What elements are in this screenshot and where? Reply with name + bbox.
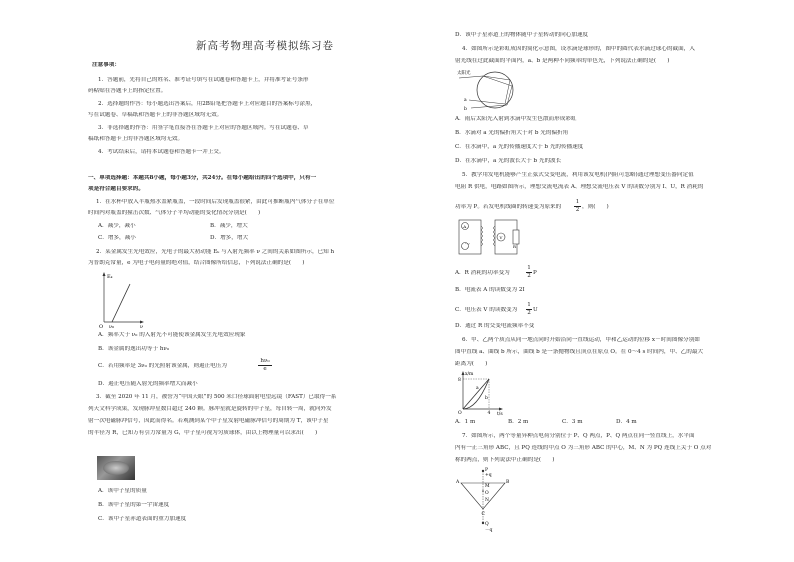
q5-frac-den: 2 <box>575 207 580 213</box>
q5-option-a-tail: P <box>533 270 537 276</box>
q2-tick-label: ν₀ <box>109 324 115 330</box>
fast-telescope-photo <box>97 456 135 480</box>
q5-option-c-num: 1 <box>527 302 531 308</box>
notice-line: 4．考试结束后，请将本试题卷和答题卡一并上交。 <box>98 149 225 155</box>
q7-label-c: C <box>481 512 485 517</box>
q5-frac-num: 1 <box>575 199 580 205</box>
q2-option-c-frac-num: hν₀ <box>258 358 272 366</box>
q2-option-b: B．该金属的逸出功等于 hν₀ <box>98 346 170 352</box>
q4-label-sunlight: 太阳光 <box>457 71 471 76</box>
q6-tick-y: 8 <box>458 378 461 383</box>
q3-option-b: B．该中子星的第一宇宙速度 <box>98 502 170 508</box>
q5-option-c-tail: U <box>533 307 538 313</box>
notice-line: 1．答题前，先将自己的姓名、准考证号填写在试题卷和答题卡上，并将准考证号条形 <box>98 77 309 83</box>
q5-option-a-num: 1 <box>527 265 531 271</box>
q2-option-d: D．遏止电压随入射光的频率增大而减小 <box>98 381 198 387</box>
section-heading: 一、单项选择题：本题共8小题，每小题3分，共24分。在每小题给出的四个选项中，只有一 <box>88 175 317 181</box>
q5-stem: 电阻 R 供电，电路如图所示，理想交流电流表 A、理想交流电压表 V 的读数分别为 I、U，R 消耗的 <box>455 184 704 190</box>
q6-option-c: C．3 m <box>562 419 583 425</box>
q6-stem: 6．甲、乙两个质点从同一地点同时开始沿同一直线运动，甲和乙运动的位移 x－时间图像分别如 <box>462 337 700 343</box>
q6-curve-a-label: a <box>476 386 479 391</box>
q2-option-c: C．若用频率是 3ν₀ 的光照射该金属，则遏止电压为 <box>98 363 227 369</box>
q2-option-c-frac-den: e <box>263 366 267 372</box>
q1-stem: 1．在水杯中放入半瓶热水盖紧瓶盖，一段时间后发现瓶盖很紧，由此可推断瓶内气体分子在单位 <box>96 199 335 205</box>
q5-ammeter-label: A <box>463 223 467 229</box>
q6-stem: 图中直线 a、曲线 b 所示，曲线 b 是一条抛物线且顶点在原点 O。在 0～4 s 时间内，甲、乙的最大 <box>455 349 704 355</box>
q4-option-c: C．在水滴中，a 光的传播速度大于 b 光的传播速度 <box>455 144 584 150</box>
q5-voltmeter-label: V <box>499 234 503 240</box>
q7-label-m: M <box>485 484 490 489</box>
q6-axis-y-label: x/m <box>465 372 474 377</box>
page-title: 新高考物理高考模拟练习卷 <box>196 40 334 52</box>
q3-stem: 3．截至 2020 年 11 月，被誉为“中国天眼”的 500 米口径球面射电望远镜（FAST）已取得一系 <box>96 394 337 400</box>
q2-stem: 2．某金属发生光电效应，光电子的最大初动能 Eₖ 与入射光频率 ν 之间的关系如图所示，已知 h <box>96 249 335 255</box>
q6-option-a: A．1 m <box>455 419 476 425</box>
q7-stem: 称的两点，则下列说法中正确的是( ) <box>455 457 555 463</box>
q1-option-a: A．减少，减小 <box>98 223 136 229</box>
notice-line: 码粘贴在答题卡上的指定位置。 <box>88 88 167 94</box>
q6-xt-graph <box>455 369 505 415</box>
q3-option-c: C．该中子星赤道表面的重力加速度 <box>98 516 187 522</box>
q5-stem: 5．教学用发电机能够产生正弦式交变电流，利用该发电机(内阻可忽略)通过理想变压器向定值 <box>462 172 694 178</box>
q1-stem: 时间内对瓶盖的撞击次数、气体分子平均动能的变化情况分别是( ) <box>88 210 261 216</box>
q5-stem-tail: ，则( ) <box>582 204 609 210</box>
q3-stem: 的半径为 R，已知万有引力常量为 G，中子星可视为匀质球体，由以上物理量可以求出( ) <box>88 430 318 436</box>
q3-stem: 列天文科学成果，发现脉冲星数目超过 240 颗。脉冲星就是旋转的中子星，每自转一周，就向外发 <box>88 406 332 412</box>
q4-option-b: B．水滴对 a 光的偏折角大于对 b 光的偏折角 <box>455 130 569 136</box>
q7-label-q: Q <box>485 522 489 527</box>
q7-label-n: N <box>485 498 489 503</box>
q5-option-c-den: 2 <box>527 310 531 316</box>
q2-stem: 为普朗克常量，e 为电子电荷量的绝对值，结合图像所给信息，下列说法正确的是( ) <box>88 260 305 266</box>
q5-stem: 功率为 P。若发电机线圈的转速变为原来的 <box>455 204 562 210</box>
q7-label-plus-q: +q <box>485 473 492 478</box>
q2-axis-x-label: ν <box>140 324 144 330</box>
q3-option-d: D．该中子星赤道上的物体随中子星转动的向心加速度 <box>455 32 589 38</box>
notice-line: 写在试题卷、草稿纸和答题卡上的非答题区域均无效。 <box>88 112 223 118</box>
q3-option-a: A．该中子星的质量 <box>98 488 147 494</box>
q7-label-a: A <box>456 480 460 485</box>
q4-label-b: b <box>464 107 467 112</box>
q7-stem: 内有一正三角形 ABC，且 PQ 连线的中点 O 为三角形 ABC 的中心，M、N 为 PQ 连线上关于 O 点对 <box>455 445 712 451</box>
q7-stem: 7．如图所示，两个等量异种点电荷分别位于 P、Q 两点，P、Q 两点在同一竖直线上，水平面 <box>462 433 695 439</box>
notice-heading: 注意事项： <box>92 62 120 68</box>
q5-circuit-diagram <box>455 216 521 260</box>
q7-label-b: B <box>506 480 510 485</box>
q7-label-minus-q: －q <box>485 528 493 533</box>
q7-label-p: P <box>485 468 489 473</box>
notice-line: 2．选择题的作答：每小题选出答案后，用2B铅笔把答题卡上对应题目的答案标号涂黑， <box>98 101 317 107</box>
q4-stem: 射光线在过此截面的平面内，a、b 是两种不同频率的单色光，下列说法正确的是( ) <box>455 58 670 64</box>
q4-option-d: D．在水滴中，a 光的波长大于 b 光的波长 <box>455 158 562 164</box>
q4-option-a: A．雨后太阳光入射到水滴中发生色散而形成彩虹 <box>455 116 577 122</box>
q2-origin-label: O <box>99 324 104 330</box>
q5-option-a: A．R 消耗的功率变为 <box>455 270 510 276</box>
q5-option-c: C．电压表 V 的读数变为 <box>455 307 518 313</box>
q4-label-a: a <box>464 98 467 103</box>
q7-label-o: O <box>485 491 489 496</box>
q6-tick-x: 4 <box>487 411 491 416</box>
q4-stem: 4．如图所示是彩虹成因的简化示意图，设水滴是球形的，图中的圆代表水滴过球心的截面，入 <box>462 46 695 52</box>
q6-curve-b-label: b <box>485 396 488 401</box>
q1-option-c: C．增多，减小 <box>98 235 136 241</box>
q6-stem: 距离为( ) <box>455 361 488 367</box>
q4-raindrop-diagram <box>455 68 521 112</box>
q6-origin-label: O <box>458 411 462 416</box>
q7-charge-diagram <box>455 465 511 533</box>
q2-axis-y-label: Eₖ <box>107 274 113 280</box>
q5-option-a-den: 2 <box>527 273 531 279</box>
q1-option-b: B．减少，增大 <box>210 223 248 229</box>
q6-option-d: D．4 m <box>616 419 637 425</box>
q5-option-d: D．通过 R 的交变电流频率不变 <box>455 323 535 329</box>
q3-stem: 射一次电磁脉冲信号，因此而得名。若观测到某个中子星发射电磁脉冲信号的周期为 T，该中子星 <box>88 418 329 424</box>
q5-option-b: B．电流表 A 的读数变为 2I <box>455 287 525 293</box>
q2-option-a: A．频率大于 ν₀ 的入射光不可能使该金属发生光电效应现象 <box>98 332 246 338</box>
q5-resistor-label: R <box>513 244 517 249</box>
section-heading: 项是符合题目要求的。 <box>88 186 144 192</box>
q6-axis-x-label: t/s <box>497 412 503 417</box>
q6-option-b: B．2 m <box>508 419 529 425</box>
notice-line: 稿纸和答题卡上的非答题区域均无效。 <box>88 136 184 142</box>
q1-option-d: D．增多，增大 <box>210 235 249 241</box>
q2-graph <box>96 270 146 328</box>
notice-line: 3．非选择题的作答：用签字笔直接答在答题卡上对应的答题区域内。写在试题卷、草 <box>98 125 309 131</box>
